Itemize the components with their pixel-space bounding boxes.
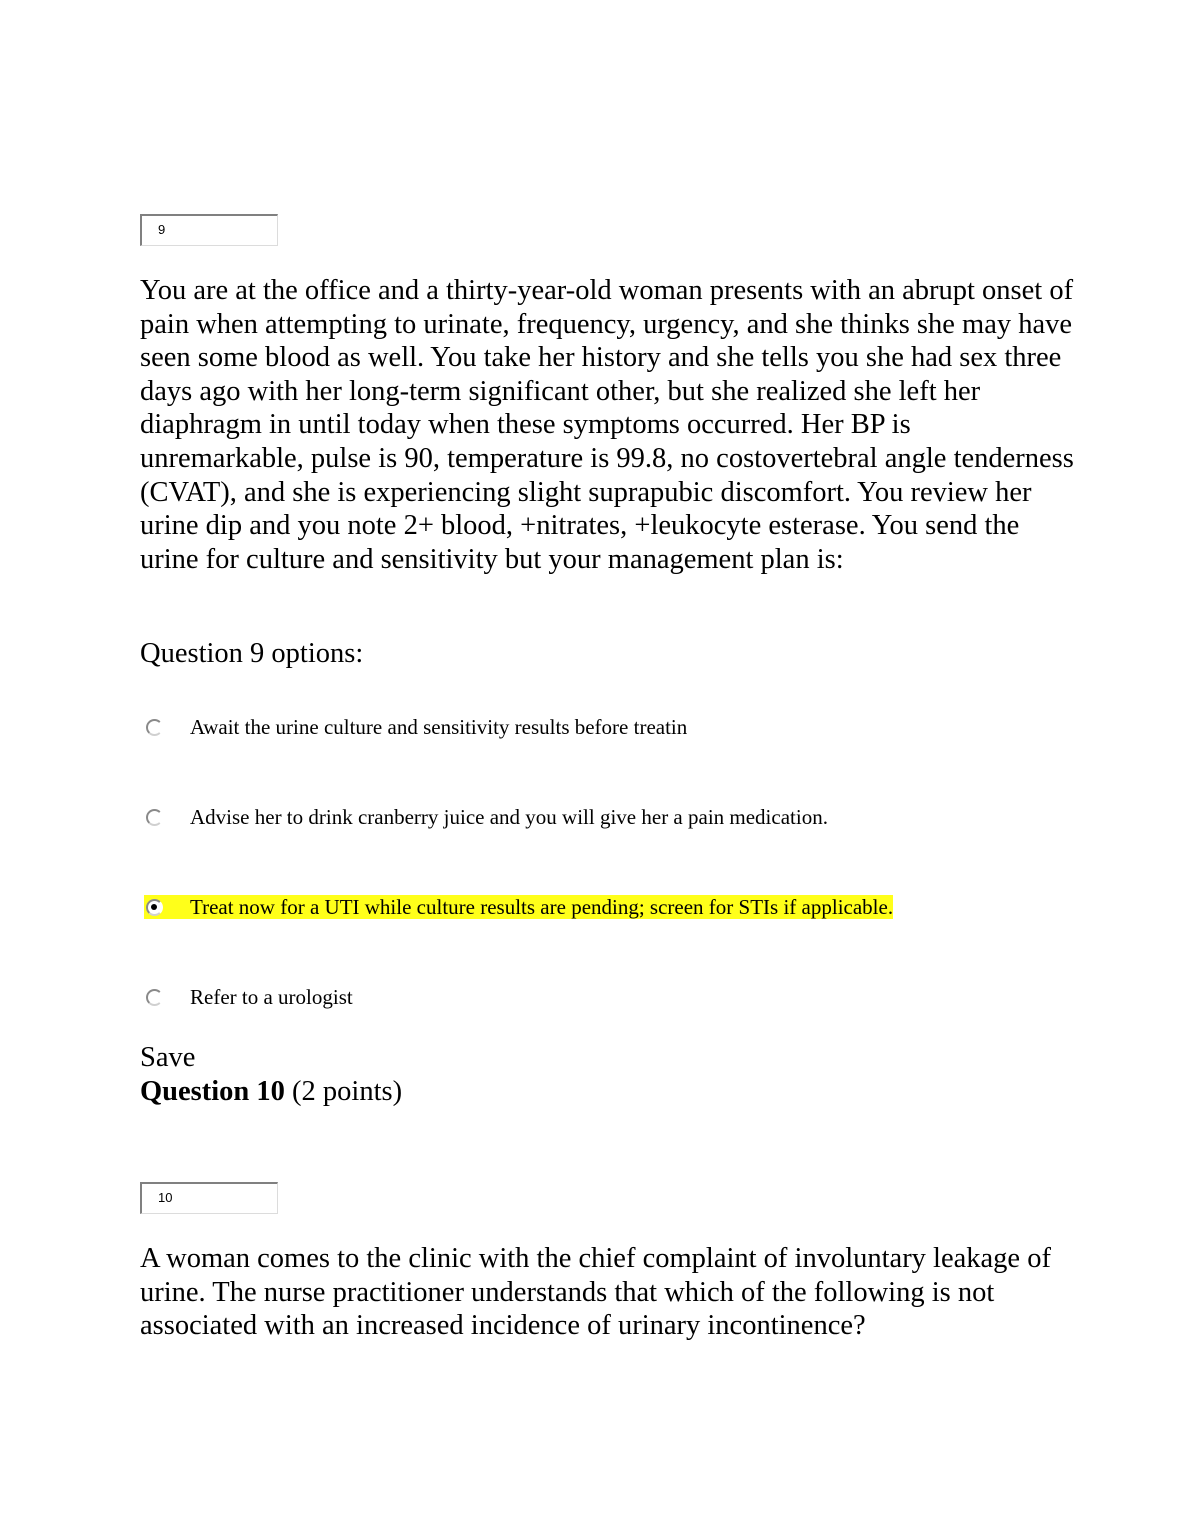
save-button[interactable]: Save [140, 1042, 196, 1073]
radio-button-icon[interactable] [146, 989, 163, 1006]
question-9-number-field[interactable]: 9 [140, 214, 278, 246]
question-9-option-2[interactable] [144, 805, 828, 829]
question-10-points: (2 points) [292, 1076, 403, 1107]
question-10-header [140, 1075, 402, 1109]
option-label: Refer to a urologist [190, 985, 353, 1009]
question-9-options-label: Question 9 options: [140, 638, 364, 669]
question-10-number-field[interactable]: 10 [140, 1182, 278, 1214]
question-9-option-4[interactable] [144, 985, 353, 1009]
option-label: Advise her to drink cranberry juice and you will give her a pain medication. [190, 805, 828, 829]
radio-button-icon[interactable] [146, 809, 163, 826]
question-10-title: Question 10 [140, 1076, 285, 1107]
question-9-option-3[interactable] [144, 895, 893, 919]
question-9-option-1[interactable] [144, 715, 687, 739]
option-label: Await the urine culture and sensitivity results before treatin [190, 715, 688, 739]
question-10-text: A woman comes to the clinic with the chief complaint of involuntary leakage of urine. The nurse practitioner understands that which of the following is not associated with an increased incidence of urinary incontinence? [140, 1243, 1051, 1342]
radio-button-icon[interactable] [146, 719, 163, 736]
radio-button-selected-icon[interactable] [146, 899, 163, 916]
option-label: Treat now for a UTI while culture results are pending; screen for STIs if applicable. [190, 895, 894, 919]
question-9-text: You are at the office and a thirty-year-old woman presents with an abrupt onset of pain when attempting to urinate, frequency, urgency, and she thinks she may have seen some blood as well. You take her history and she tells you she had sex three days ago with her long-term significant other, but she realized she left her diaphragm in until today when these symptoms occurred. Her BP is unremarkable, pulse is 90, temperature is 99.8, no costovertebral angle tenderness (CVAT), and she is experiencing slight suprapubic discomfort. You review her urine dip and you note 2+ blood, +nitrates, +leukocyte esterase. You send the urine for culture and sensitivity but your management plan is: [140, 275, 1074, 575]
